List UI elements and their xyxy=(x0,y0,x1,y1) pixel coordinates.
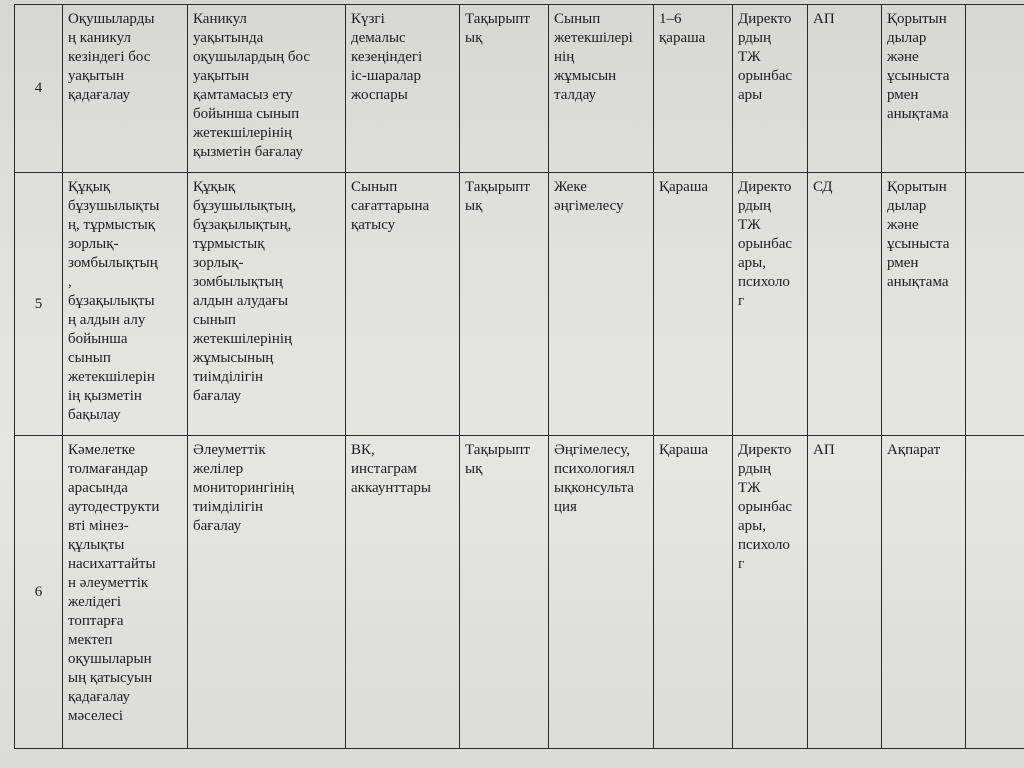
row-number: 5 xyxy=(34,295,43,312)
control-object-cell xyxy=(63,5,188,173)
control-subject-cell xyxy=(346,436,460,749)
review-place-text: АП xyxy=(813,442,835,458)
control-purpose-cell xyxy=(188,436,346,749)
control-purpose-text: Әлеуметтік желілер мониторингінің тиімділігін бағалау xyxy=(193,442,295,534)
responsible-text: Директо рдың ТЖ орынбас ары, психоло г xyxy=(738,442,793,572)
plan-table xyxy=(14,4,1024,749)
deadline-text: Қараша xyxy=(659,442,709,458)
row-number: 4 xyxy=(34,80,43,96)
control-type-cell xyxy=(460,173,549,436)
control-type-text: Тақырыпт ық xyxy=(465,442,530,477)
deadline-text: Қараша xyxy=(659,179,709,195)
review-place-text: СД xyxy=(813,179,833,195)
control-object-text: Құқық бұзушылықты ң, тұрмыстық зорлық- зомбылықтың , бұзақылықты ң алдын алу бойынша сынып жетекшілерін ің қызметін бақылау xyxy=(68,179,160,423)
control-method-text: Жеке әңгімелесу xyxy=(554,179,624,214)
deadline-cell xyxy=(654,436,733,749)
result-cell xyxy=(882,436,966,749)
responsible-text: Директо рдың ТЖ орынбас ары, психоло г xyxy=(738,179,793,309)
review-place-cell xyxy=(808,173,882,436)
result-text: Қорытын дылар және ұсыныста рмен анықтама xyxy=(887,11,950,122)
control-subject-text: ВК, инстаграм аккаунттары xyxy=(351,442,431,496)
table-row xyxy=(15,173,1024,436)
row-number-cell xyxy=(15,5,63,173)
control-object-cell xyxy=(63,173,188,436)
extra-cell xyxy=(966,173,1024,436)
row-number-cell xyxy=(15,436,63,749)
responsible-cell xyxy=(733,5,808,173)
control-object-text: Оқушыларды ң каникул кезіндегі бос уақытын қадағалау xyxy=(68,11,155,103)
control-method-cell xyxy=(549,5,654,173)
control-purpose-cell xyxy=(188,173,346,436)
review-place-cell xyxy=(808,5,882,173)
control-purpose-cell xyxy=(188,5,346,173)
row-number: 6 xyxy=(34,583,43,600)
control-type-cell xyxy=(460,436,549,749)
control-subject-cell xyxy=(346,173,460,436)
control-purpose-text: Каникул уақытында оқушылардың бос уақытын қамтамасыз ету бойынша сынып жетекшілерінің қызметін бағалау xyxy=(193,11,311,160)
deadline-cell xyxy=(654,5,733,173)
responsible-cell xyxy=(733,173,808,436)
review-place-cell xyxy=(808,436,882,749)
control-object-cell xyxy=(63,436,188,749)
control-subject-cell xyxy=(346,5,460,173)
deadline-text: 1–6 қараша xyxy=(659,11,706,46)
control-subject-text: Сынып сағаттарына қатысу xyxy=(351,179,430,233)
result-text: Қорытын дылар және ұсыныста рмен анықтама xyxy=(887,179,950,290)
control-method-cell xyxy=(549,173,654,436)
control-method-text: Сынып жетекшілері нің жұмысын талдау xyxy=(554,11,633,103)
control-method-text: Әңгімелесу, психологиял ықконсульта ция xyxy=(554,442,635,515)
control-object-text: Кәмелетке толмағандар арасында аутодеструкти вті мінез- құлықты насихаттайты н әлеуметтік желідегі топтарға мектеп оқушыларын ың қатысуын қадағалау мәселесі xyxy=(68,442,160,724)
result-text: Ақпарат xyxy=(887,442,941,458)
control-subject-text: Күзгі демалыс кезеңіндегі іс-шаралар жоспары xyxy=(351,11,423,103)
control-method-cell xyxy=(549,436,654,749)
extra-cell xyxy=(966,5,1024,173)
extra-cell xyxy=(966,436,1024,749)
control-type-text: Тақырыпт ық xyxy=(465,11,530,46)
table-row xyxy=(15,436,1024,749)
control-type-text: Тақырыпт ық xyxy=(465,179,530,214)
table-row xyxy=(15,5,1024,173)
responsible-text: Директо рдың ТЖ орынбас ары xyxy=(738,11,793,103)
review-place-text: АП xyxy=(813,11,835,27)
deadline-cell xyxy=(654,173,733,436)
control-purpose-text: Құқық бұзушылықтың, бұзақылықтың, тұрмыстық зорлық- зомбылықтың алдын алудағы сынып жетекшілерінің жұмысының тиімділігін бағалау xyxy=(193,179,297,404)
control-type-cell xyxy=(460,5,549,173)
row-number-cell xyxy=(15,173,63,436)
responsible-cell xyxy=(733,436,808,749)
result-cell xyxy=(882,173,966,436)
result-cell xyxy=(882,5,966,173)
